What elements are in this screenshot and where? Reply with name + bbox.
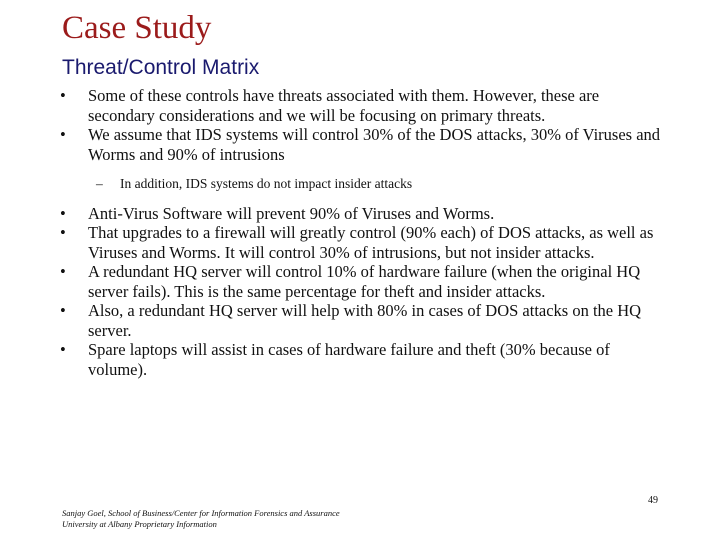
bullet-list: [58, 86, 668, 379]
dash-icon: –: [96, 176, 103, 191]
bullet-item: [58, 301, 668, 340]
bullet-item: [58, 125, 668, 164]
bullet-text: Also, a redundant HQ server will help with 80% in cases of DOS attacks on the HQ server.: [88, 301, 642, 340]
bullet-text: A redundant HQ server will control 10% of hardware failure (when the original HQ server fails). This is the same percentage for theft and insider attacks.: [88, 262, 641, 301]
bullet-text: Some of these controls have threats associated with them. However, these are secondary considerations and we will be focusing on primary threats.: [88, 86, 600, 125]
footer-line-author: Sanjay Goel, School of Business/Center for Information Forensics and Assurance: [62, 508, 340, 518]
bullet-icon: •: [60, 86, 66, 105]
bullet-text: Spare laptops will assist in cases of hardware failure and theft (30% because of volume).: [88, 340, 610, 379]
footer: [62, 508, 340, 529]
slide-title: Case Study: [62, 10, 212, 46]
bullet-icon: •: [60, 262, 66, 281]
bullet-item: [58, 86, 668, 125]
bullet-item: [58, 223, 668, 262]
page-number: 49: [648, 495, 658, 506]
bullet-icon: •: [60, 301, 66, 320]
sub-bullet-item: [58, 174, 668, 194]
bullet-text: We assume that IDS systems will control 30% of the DOS attacks, 30% of Viruses and Worms and 90% of intrusions: [88, 125, 661, 164]
bullet-icon: •: [60, 203, 66, 223]
bullet-item: [58, 340, 668, 379]
footer-line-proprietary: University at Albany Proprietary Information: [62, 518, 217, 529]
bullet-item: [58, 262, 668, 301]
bullet-icon: •: [60, 340, 66, 359]
slide-subtitle: Threat/Control Matrix: [62, 56, 260, 79]
bullet-icon: •: [60, 223, 66, 242]
bullet-text: That upgrades to a firewall will greatly control (90% each) of DOS attacks, as well as Viruses and Worms. It will control 30% of intrusions, but not insider attacks.: [88, 223, 654, 262]
bullet-text: Anti-Virus Software will prevent 90% of Viruses and Worms.: [88, 203, 495, 223]
bullet-icon: •: [60, 125, 66, 144]
bullet-item: [58, 204, 668, 224]
sub-bullet-text: In addition, IDS systems do not impact insider attacks: [120, 176, 413, 191]
